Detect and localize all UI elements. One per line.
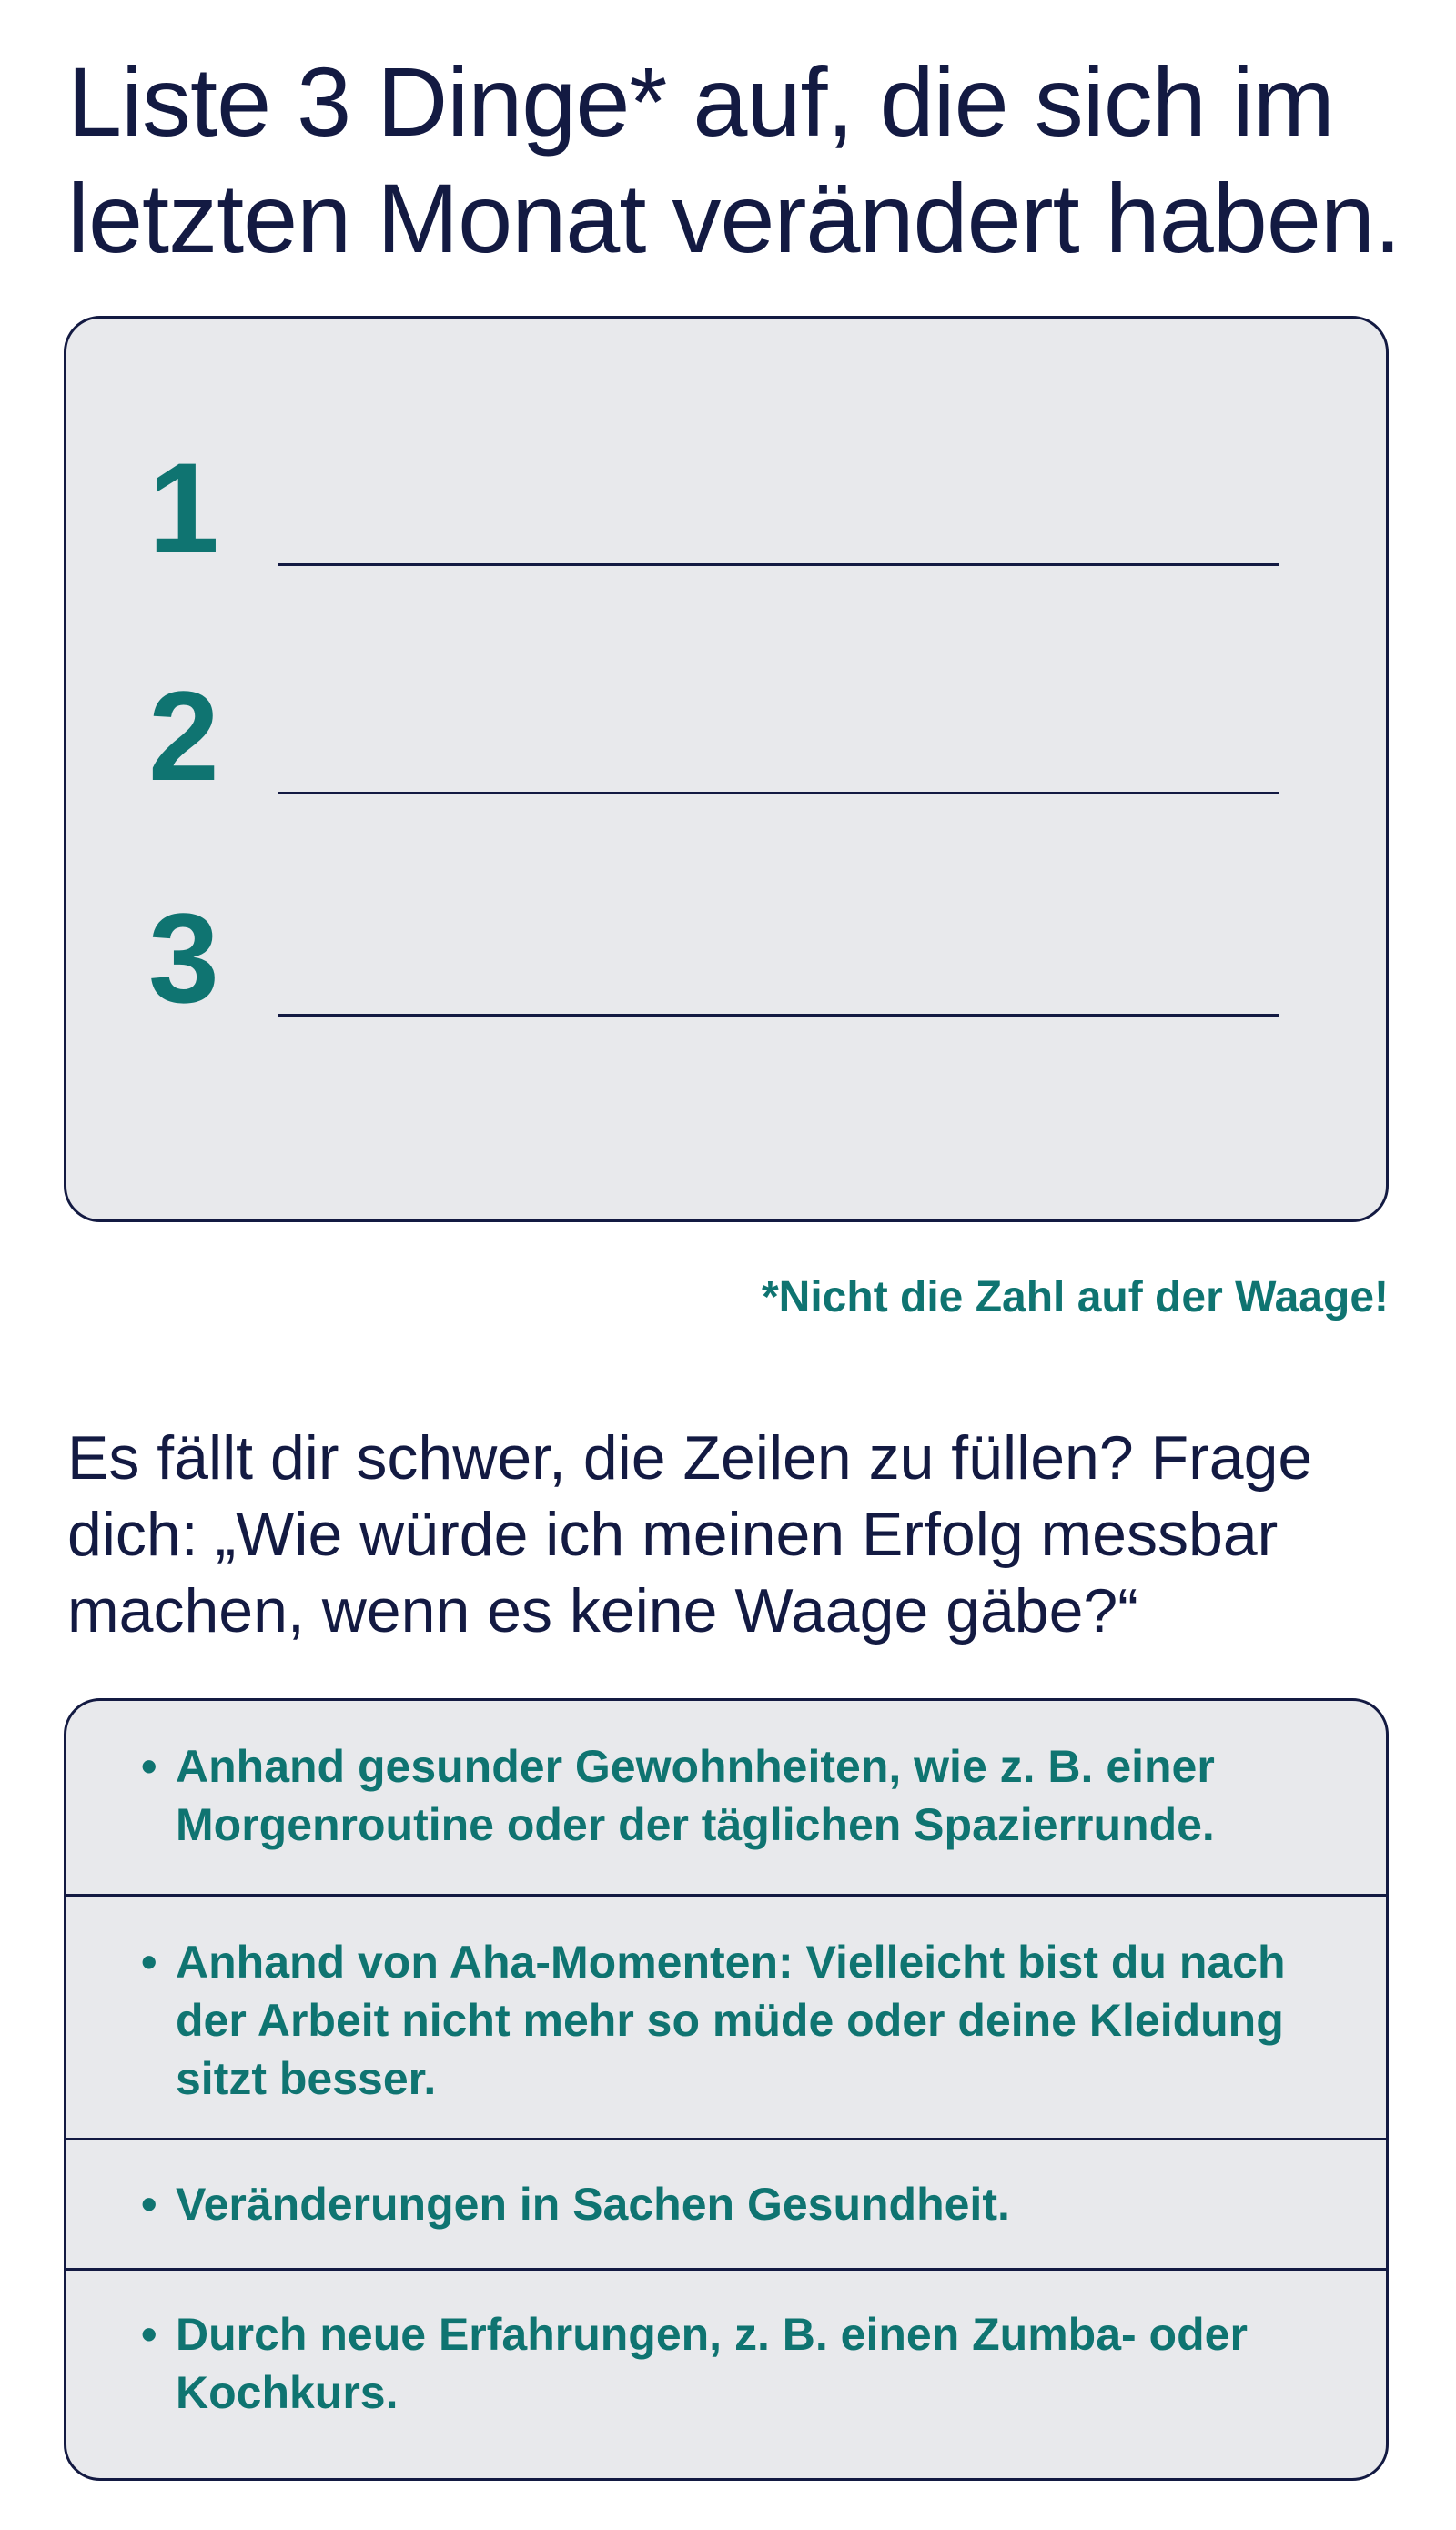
bullet-icon: • (141, 2179, 157, 2230)
tip-text: Durch neue Erfahrungen, z. B. einen Zumba- oder Kochkurs. (176, 2309, 1248, 2418)
tip-text: Anhand von Aha-Momenten: Vielleicht bist du nach der Arbeit nicht mehr so müde oder deine Kleidung sitzt besser. (176, 1937, 1286, 2104)
tips-card (64, 1698, 1389, 2481)
write-in-line[interactable] (278, 1014, 1279, 1017)
question-text: Es fällt dir schwer, die Zeilen zu füllen? Frage dich: „Wie würde ich meinen Erfolg messbar machen, wenn es keine Waage gäbe?“ (67, 1423, 1313, 1645)
list-item (66, 1894, 1386, 2138)
tip-text: Anhand gesunder Gewohnheiten, wie z. B. einer Morgenroutine oder der täglichen Spazierrunde. (176, 1741, 1215, 1850)
page-title: Liste 3 Dinge* auf, die sich im letzten Monat verändert haben. (67, 46, 1400, 273)
write-in-line[interactable] (278, 792, 1279, 794)
write-in-row-3 (66, 886, 1386, 1029)
footnote: *Nicht die Zahl auf der Waage! (762, 1273, 1389, 1321)
write-in-line[interactable] (278, 563, 1279, 566)
write-in-row-1 (66, 436, 1386, 579)
row-number: 3 (148, 886, 219, 1029)
row-number: 2 (148, 664, 219, 807)
list-item (66, 2138, 1386, 2268)
bullet-icon: • (141, 1741, 157, 1792)
bullet-icon: • (141, 2309, 157, 2360)
bullet-icon: • (141, 1937, 157, 1988)
write-in-row-2 (66, 664, 1386, 807)
list-item (66, 2268, 1386, 2481)
row-number: 1 (148, 436, 219, 579)
list-item (66, 1701, 1386, 1894)
write-in-card (64, 316, 1389, 1222)
tip-text: Veränderungen in Sachen Gesundheit. (176, 2179, 1010, 2230)
